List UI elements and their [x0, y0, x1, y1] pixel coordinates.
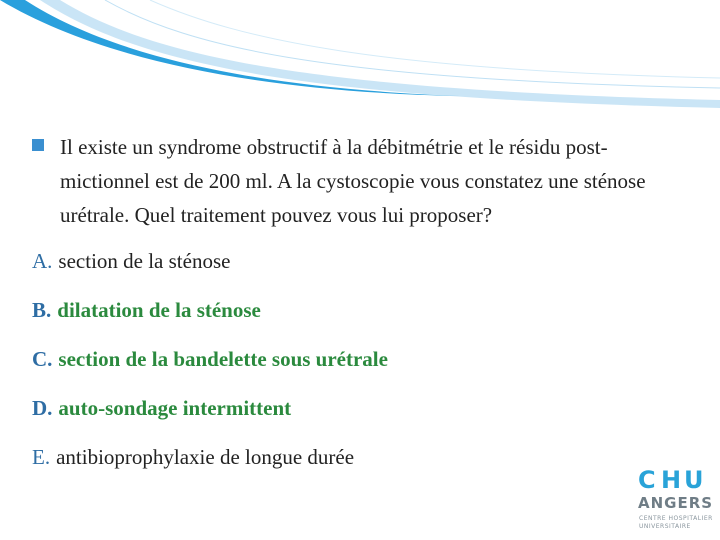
option-text: dilatation de la sténose: [57, 298, 261, 322]
decorative-swoosh: [0, 0, 720, 110]
option-c: [32, 345, 388, 373]
option-text: auto-sondage intermittent: [58, 396, 292, 420]
option-letter: A.: [32, 249, 53, 273]
logo-name: ANGERS: [638, 494, 714, 512]
logo-subtitle-1: CENTRE HOSPITALIER: [639, 515, 713, 522]
logo-letter-h: H: [661, 466, 682, 494]
option-text: antibioprophylaxie de longue durée: [56, 445, 355, 469]
option-text: section de la bandelette sous urétrale: [58, 347, 388, 371]
bullet-square-icon: [32, 139, 44, 151]
option-b: [32, 296, 261, 324]
option-letter: B.: [32, 298, 52, 322]
option-text: section de la sténose: [58, 249, 231, 273]
option-e: [32, 443, 354, 471]
question: [32, 130, 692, 232]
option-letter: D.: [32, 396, 53, 420]
option-letter: E.: [32, 445, 51, 469]
logo-letter-c: C: [638, 466, 656, 494]
option-d: [32, 394, 291, 422]
logo-subtitle-2: UNIVERSITAIRE: [639, 523, 691, 530]
option-letter: C.: [32, 347, 53, 371]
logo-letter-u: U: [684, 466, 704, 494]
chu-angers-logo: [636, 466, 714, 532]
option-a: [32, 247, 230, 275]
question-text: Il existe un syndrome obstructif à la débitmétrie et le résidu post-mictionnel est de 200 ml. A la cystoscopie vous constatez une sténose urétrale. Quel traitement pouvez vous lui proposer?: [60, 135, 646, 227]
